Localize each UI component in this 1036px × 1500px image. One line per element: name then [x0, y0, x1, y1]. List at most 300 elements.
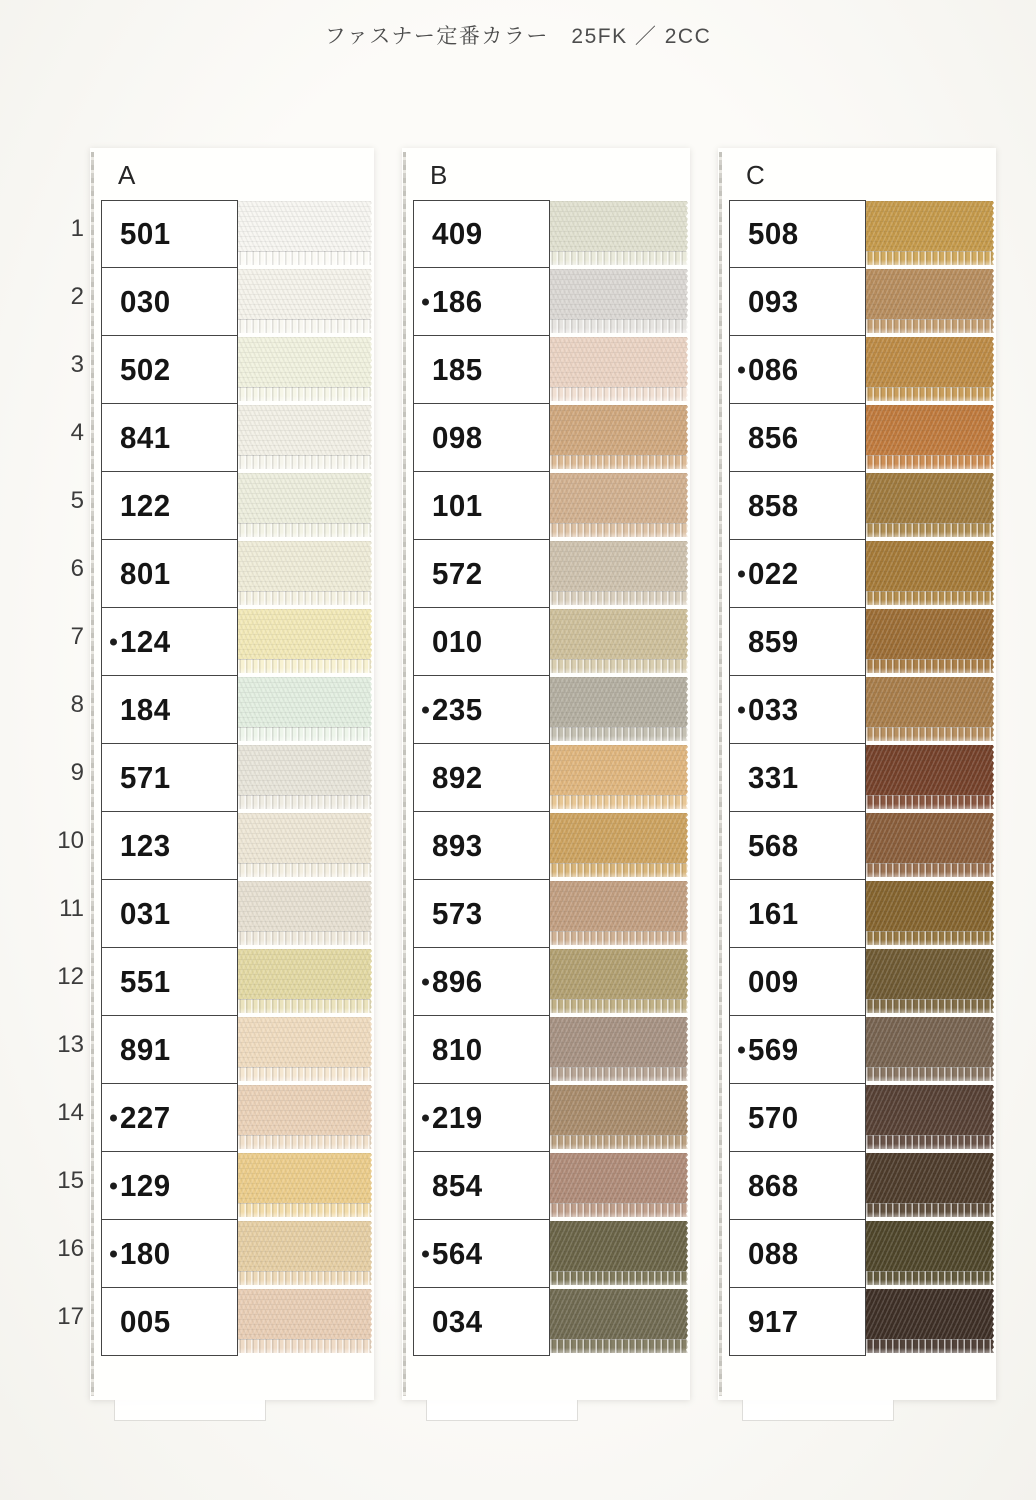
- color-row: [90, 268, 374, 336]
- tape-swatch: [866, 337, 994, 387]
- color-code-box: [729, 1084, 866, 1152]
- coil-swatch: [238, 455, 372, 469]
- zipper-swatch: [238, 1153, 372, 1217]
- color-code: 564: [432, 1235, 483, 1271]
- coil-swatch: [238, 1135, 372, 1149]
- coil-swatch: [238, 1067, 372, 1081]
- tape-swatch: [238, 745, 372, 795]
- tape-swatch: [238, 473, 372, 523]
- zipper-swatch: [238, 1289, 372, 1353]
- color-row: [90, 880, 374, 948]
- row-number: 1: [70, 215, 84, 242]
- color-code-box: [413, 472, 550, 540]
- coil-swatch: [238, 523, 372, 537]
- zipper-swatch: [866, 677, 994, 741]
- zipper-swatch: [550, 677, 688, 741]
- color-code-box: [413, 1152, 550, 1220]
- zipper-swatch: [866, 269, 994, 333]
- dot-marker-icon: [422, 706, 429, 713]
- tape-swatch: [238, 881, 372, 931]
- coil-swatch: [866, 727, 994, 741]
- color-code-box: [413, 268, 550, 336]
- color-code: 570: [748, 1099, 799, 1135]
- color-code: 086: [748, 351, 799, 387]
- color-code-box: [729, 744, 866, 812]
- coil-swatch: [238, 999, 372, 1013]
- color-code-box: [101, 336, 238, 404]
- color-code: 854: [432, 1167, 483, 1203]
- color-code: 801: [120, 555, 171, 591]
- tape-swatch: [238, 1221, 372, 1271]
- color-code-box: [729, 812, 866, 880]
- color-code: 331: [748, 759, 799, 795]
- color-row: [90, 540, 374, 608]
- color-code-box: [101, 1016, 238, 1084]
- coil-swatch: [238, 863, 372, 877]
- coil-swatch: [866, 1067, 994, 1081]
- color-row: [718, 1016, 996, 1084]
- zipper-swatch: [866, 1221, 994, 1285]
- color-code-box: [101, 268, 238, 336]
- color-code: 101: [432, 487, 483, 523]
- zipper-swatch: [866, 881, 994, 945]
- zipper-swatch: [550, 1153, 688, 1217]
- tape-swatch: [550, 1221, 688, 1271]
- color-code: 896: [432, 963, 483, 999]
- tape-swatch: [238, 1017, 372, 1067]
- zipper-swatch: [550, 609, 688, 673]
- coil-swatch: [866, 1203, 994, 1217]
- coil-swatch: [238, 931, 372, 945]
- tape-swatch: [866, 677, 994, 727]
- zipper-swatch: [238, 405, 372, 469]
- tape-swatch: [238, 1085, 372, 1135]
- zipper-swatch: [238, 609, 372, 673]
- zipper-swatch: [866, 473, 994, 537]
- coil-swatch: [550, 727, 688, 741]
- dot-marker-icon: [110, 1250, 117, 1257]
- color-code-box: [413, 404, 550, 472]
- zipper-swatch: [866, 201, 994, 265]
- color-code-box: [101, 744, 238, 812]
- color-code: 859: [748, 623, 799, 659]
- color-row: [718, 744, 996, 812]
- tape-swatch: [866, 541, 994, 591]
- color-code: 502: [120, 351, 171, 387]
- color-code: 034: [432, 1303, 483, 1339]
- dot-marker-icon: [110, 1114, 117, 1121]
- rows: [718, 200, 996, 1356]
- color-row: [402, 1084, 690, 1152]
- coil-swatch: [238, 727, 372, 741]
- zipper-swatch: [550, 745, 688, 809]
- coil-swatch: [866, 319, 994, 333]
- page-title: ファスナー定番カラー 25FK ／ 2CC: [324, 25, 712, 48]
- color-code: 009: [748, 963, 799, 999]
- tape-swatch: [866, 405, 994, 455]
- tape-swatch: [550, 881, 688, 931]
- color-code: 123: [120, 827, 171, 863]
- coil-swatch: [550, 591, 688, 605]
- color-code: 184: [120, 691, 171, 727]
- color-row: [402, 880, 690, 948]
- tape-swatch: [550, 1085, 688, 1135]
- tape-swatch: [866, 269, 994, 319]
- color-code: 409: [432, 216, 483, 251]
- tape-swatch: [238, 405, 372, 455]
- color-code: 858: [748, 487, 799, 523]
- color-row: [402, 200, 690, 268]
- color-row: [90, 1288, 374, 1356]
- color-row: [718, 404, 996, 472]
- zipper-swatch: [550, 405, 688, 469]
- dot-marker-icon: [738, 366, 745, 373]
- color-code-box: [101, 948, 238, 1016]
- color-row: [402, 472, 690, 540]
- color-row: [718, 200, 996, 268]
- zipper-swatch: [550, 201, 688, 265]
- tape-swatch: [866, 1085, 994, 1135]
- color-code-box: [413, 1288, 550, 1356]
- coil-swatch: [550, 1271, 688, 1285]
- color-code: 508: [748, 216, 799, 251]
- color-row: [402, 1152, 690, 1220]
- coil-swatch: [866, 1271, 994, 1285]
- color-code: 569: [748, 1031, 799, 1067]
- tape-swatch: [238, 201, 372, 251]
- coil-swatch: [238, 1339, 372, 1353]
- row-number: 12: [57, 963, 84, 990]
- color-row: [402, 336, 690, 404]
- color-code-box: [101, 1084, 238, 1152]
- row-number: 8: [70, 691, 84, 718]
- color-code-box: [101, 676, 238, 744]
- row-number: 14: [57, 1099, 84, 1126]
- color-code-box: [729, 200, 866, 268]
- row-number: 16: [57, 1235, 84, 1262]
- color-row: [718, 608, 996, 676]
- color-code-box: [101, 608, 238, 676]
- dot-marker-icon: [738, 1046, 745, 1053]
- zipper-swatch: [550, 269, 688, 333]
- color-row: [90, 812, 374, 880]
- color-code-box: [413, 948, 550, 1016]
- zipper-swatch: [550, 881, 688, 945]
- color-column-c: [718, 148, 996, 1400]
- coil-swatch: [866, 795, 994, 809]
- tape-swatch: [550, 745, 688, 795]
- row-number: 2: [70, 283, 84, 310]
- color-code: 093: [748, 283, 799, 319]
- color-code: 005: [120, 1303, 171, 1339]
- tape-swatch: [550, 949, 688, 999]
- coil-swatch: [238, 319, 372, 333]
- color-code: 022: [748, 555, 799, 591]
- color-code: 010: [432, 623, 483, 659]
- coil-swatch: [550, 251, 688, 265]
- coil-swatch: [866, 1135, 994, 1149]
- color-row: [90, 472, 374, 540]
- tape-swatch: [866, 881, 994, 931]
- zipper-swatch: [238, 677, 372, 741]
- zipper-swatch: [866, 1085, 994, 1149]
- rows: [402, 200, 690, 1356]
- coil-swatch: [866, 387, 994, 401]
- dot-marker-icon: [422, 1114, 429, 1121]
- coil-swatch: [238, 387, 372, 401]
- color-code: 891: [120, 1031, 171, 1067]
- zipper-swatch: [550, 949, 688, 1013]
- zipper-swatch: [238, 745, 372, 809]
- color-column-b: [402, 148, 690, 1400]
- tape-swatch: [866, 201, 994, 251]
- tape-swatch: [550, 269, 688, 319]
- color-code: 551: [120, 963, 171, 999]
- color-code-box: [413, 1016, 550, 1084]
- dot-marker-icon: [422, 1250, 429, 1257]
- tape-swatch: [238, 949, 372, 999]
- coil-swatch: [550, 523, 688, 537]
- tape-swatch: [866, 609, 994, 659]
- row-number: 17: [57, 1303, 84, 1330]
- color-code: 856: [748, 419, 799, 455]
- tape-swatch: [550, 541, 688, 591]
- color-row: [402, 812, 690, 880]
- color-code: 098: [432, 419, 483, 455]
- tape-swatch: [550, 609, 688, 659]
- zipper-swatch: [866, 1289, 994, 1353]
- coil-swatch: [550, 455, 688, 469]
- color-code-box: [101, 540, 238, 608]
- coil-swatch: [866, 659, 994, 673]
- color-row: [402, 744, 690, 812]
- zipper-swatch: [550, 541, 688, 605]
- tape-swatch: [866, 1153, 994, 1203]
- dot-marker-icon: [738, 570, 745, 577]
- coil-swatch: [238, 1203, 372, 1217]
- color-code-box: [101, 880, 238, 948]
- coil-swatch: [550, 931, 688, 945]
- color-code: 917: [748, 1303, 799, 1339]
- color-row: [90, 608, 374, 676]
- color-row: [90, 200, 374, 268]
- coil-swatch: [866, 931, 994, 945]
- zipper-swatch: [550, 1017, 688, 1081]
- color-code-box: [101, 1220, 238, 1288]
- color-row: [90, 336, 374, 404]
- color-code-box: [413, 540, 550, 608]
- color-code-box: [729, 268, 866, 336]
- tape-swatch: [550, 1289, 688, 1339]
- row-number-column: [38, 200, 84, 1356]
- color-code-box: [729, 676, 866, 744]
- row-number: 13: [57, 1031, 84, 1058]
- zipper-swatch: [866, 1017, 994, 1081]
- tape-swatch: [866, 1017, 994, 1067]
- color-code: 033: [748, 691, 799, 727]
- color-row: [90, 744, 374, 812]
- tape-swatch: [866, 813, 994, 863]
- color-row: [402, 676, 690, 744]
- zipper-swatch: [550, 1221, 688, 1285]
- color-row: [402, 540, 690, 608]
- row-number: 10: [57, 827, 84, 854]
- color-row: [718, 880, 996, 948]
- color-code: 186: [432, 283, 483, 319]
- coil-swatch: [238, 795, 372, 809]
- zipper-swatch: [550, 473, 688, 537]
- color-row: [402, 948, 690, 1016]
- color-code-box: [413, 744, 550, 812]
- row-number: 4: [70, 419, 84, 446]
- color-row: [718, 1220, 996, 1288]
- color-code: 841: [120, 419, 171, 455]
- color-code-box: [413, 1220, 550, 1288]
- tape-swatch: [238, 609, 372, 659]
- dot-marker-icon: [738, 706, 745, 713]
- color-row: [718, 676, 996, 744]
- tape-swatch: [550, 1017, 688, 1067]
- zipper-swatch: [866, 1153, 994, 1217]
- zipper-swatch: [550, 813, 688, 877]
- coil-swatch: [238, 591, 372, 605]
- tape-swatch: [550, 405, 688, 455]
- column-label-c: C: [746, 160, 765, 190]
- coil-swatch: [550, 999, 688, 1013]
- tape-swatch: [866, 745, 994, 795]
- tape-swatch: [238, 1153, 372, 1203]
- coil-swatch: [550, 1135, 688, 1149]
- zipper-swatch: [238, 949, 372, 1013]
- color-code: 185: [432, 351, 483, 387]
- tape-swatch: [866, 1289, 994, 1339]
- color-row: [90, 1152, 374, 1220]
- color-code: 893: [432, 827, 483, 863]
- row-number: 7: [70, 623, 84, 650]
- color-code-box: [101, 200, 238, 268]
- color-code-box: [101, 812, 238, 880]
- color-code-box: [729, 1288, 866, 1356]
- color-code: 124: [120, 623, 171, 659]
- coil-swatch: [550, 1339, 688, 1353]
- tape-swatch: [866, 473, 994, 523]
- color-code-box: [413, 1084, 550, 1152]
- zipper-swatch: [238, 473, 372, 537]
- color-row: [402, 608, 690, 676]
- color-code: 868: [748, 1167, 799, 1203]
- color-code-box: [729, 404, 866, 472]
- color-code-box: [413, 880, 550, 948]
- coil-swatch: [866, 863, 994, 877]
- color-code-box: [729, 472, 866, 540]
- coil-swatch: [550, 659, 688, 673]
- zipper-swatch: [866, 745, 994, 809]
- color-code-box: [729, 540, 866, 608]
- zipper-swatch: [866, 949, 994, 1013]
- color-code-box: [729, 336, 866, 404]
- color-row: [718, 812, 996, 880]
- zipper-swatch: [238, 1017, 372, 1081]
- color-code: 088: [748, 1235, 799, 1271]
- color-code-box: [729, 948, 866, 1016]
- dot-marker-icon: [422, 298, 429, 305]
- column-label-a: A: [118, 160, 136, 190]
- zipper-swatch: [238, 337, 372, 401]
- row-number: 11: [59, 895, 84, 922]
- color-code: 501: [120, 216, 171, 251]
- rows: [90, 200, 374, 1356]
- tape-swatch: [866, 1221, 994, 1271]
- color-row: [718, 1084, 996, 1152]
- color-code: 031: [120, 895, 171, 931]
- color-code-box: [413, 336, 550, 404]
- color-row: [402, 1220, 690, 1288]
- zipper-swatch: [238, 269, 372, 333]
- coil-swatch: [550, 387, 688, 401]
- tape-swatch: [238, 813, 372, 863]
- tape-swatch: [550, 473, 688, 523]
- tape-swatch: [238, 1289, 372, 1339]
- color-code-box: [729, 1220, 866, 1288]
- coil-swatch: [550, 795, 688, 809]
- zipper-swatch: [866, 405, 994, 469]
- color-code-box: [729, 1152, 866, 1220]
- row-number: 5: [70, 487, 84, 514]
- color-code: 892: [432, 759, 483, 795]
- coil-swatch: [550, 863, 688, 877]
- tape-swatch: [238, 337, 372, 387]
- color-code: 571: [120, 759, 171, 795]
- color-code-box: [413, 608, 550, 676]
- coil-swatch: [550, 1203, 688, 1217]
- color-code: 161: [748, 895, 799, 931]
- color-code-box: [101, 404, 238, 472]
- coil-swatch: [866, 999, 994, 1013]
- zipper-swatch: [866, 541, 994, 605]
- coil-swatch: [866, 523, 994, 537]
- color-code-box: [413, 676, 550, 744]
- zipper-swatch: [550, 1289, 688, 1353]
- color-code-box: [729, 608, 866, 676]
- zipper-swatch: [550, 1085, 688, 1149]
- color-code: 227: [120, 1099, 171, 1135]
- color-code: 129: [120, 1167, 171, 1203]
- color-code-box: [101, 1288, 238, 1356]
- tape-swatch: [550, 813, 688, 863]
- color-code: 219: [432, 1099, 483, 1135]
- color-row: [90, 1084, 374, 1152]
- color-row: [402, 404, 690, 472]
- color-row: [90, 948, 374, 1016]
- coil-swatch: [866, 251, 994, 265]
- color-column-a: [90, 148, 374, 1400]
- color-code: 180: [120, 1235, 171, 1271]
- coil-swatch: [550, 319, 688, 333]
- row-number: 15: [57, 1167, 84, 1194]
- column-label-b: B: [430, 160, 448, 190]
- row-number: 6: [70, 555, 84, 582]
- tape-swatch: [238, 269, 372, 319]
- color-code-box: [729, 880, 866, 948]
- tape-swatch: [238, 541, 372, 591]
- dot-marker-icon: [110, 1182, 117, 1189]
- color-row: [90, 1220, 374, 1288]
- zipper-swatch: [238, 881, 372, 945]
- tape-swatch: [238, 677, 372, 727]
- color-row: [90, 1016, 374, 1084]
- coil-swatch: [550, 1067, 688, 1081]
- color-row: [718, 472, 996, 540]
